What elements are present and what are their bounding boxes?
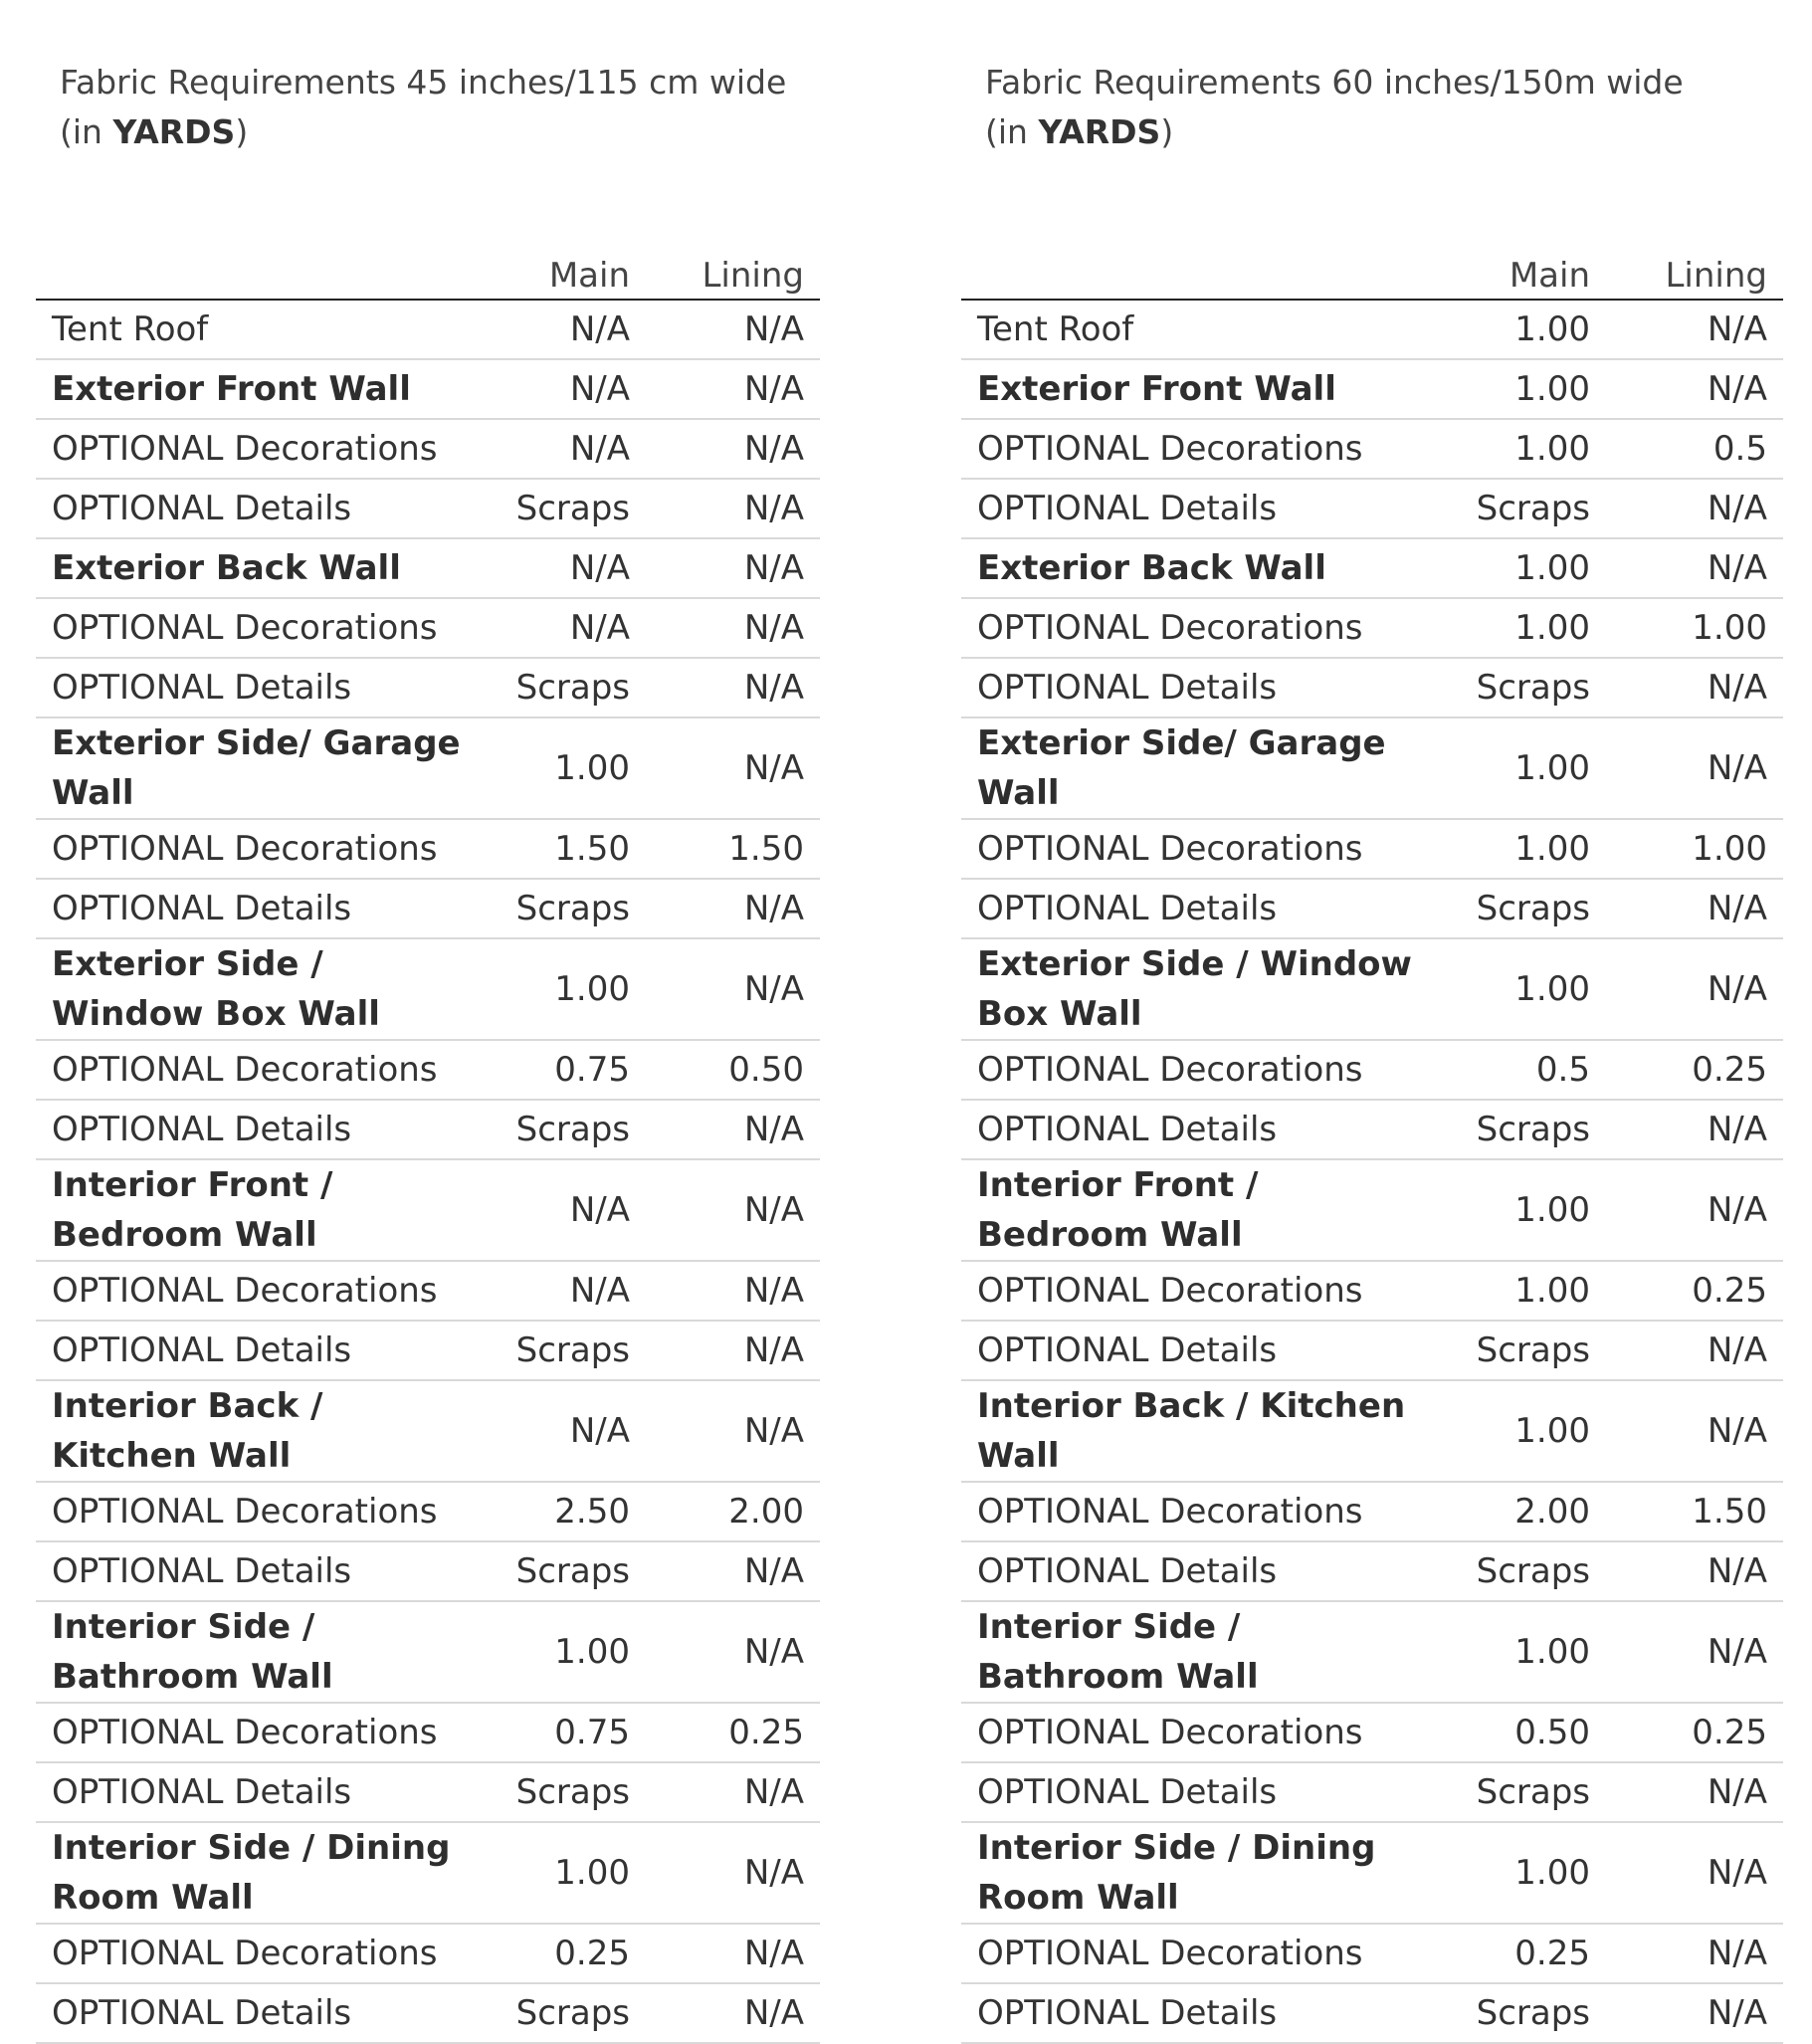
header-lining: Lining	[1606, 253, 1783, 300]
row-lining: N/A	[646, 879, 820, 938]
row-name: Exterior Front Wall	[961, 359, 1449, 419]
table-title	[60, 58, 820, 157]
row-main: 1.00	[1449, 1822, 1606, 1924]
row-main: Scraps	[1449, 879, 1606, 938]
title-suffix: )	[1160, 112, 1174, 151]
row-lining: N/A	[1606, 938, 1783, 1040]
row-name: OPTIONAL Details	[36, 1100, 489, 1159]
row-lining: N/A	[1606, 1762, 1783, 1822]
table-row	[36, 1924, 820, 1983]
row-main: 1.00	[1449, 1601, 1606, 1703]
table-row	[961, 538, 1783, 598]
row-lining: N/A	[646, 598, 820, 658]
row-name: OPTIONAL Decorations	[36, 1261, 489, 1321]
row-lining: 2.00	[646, 1482, 820, 1541]
table-row	[961, 1983, 1783, 2043]
table-row	[36, 479, 820, 538]
row-main: Scraps	[489, 658, 646, 717]
table-row	[36, 1541, 820, 1601]
row-lining: N/A	[1606, 1541, 1783, 1601]
table-row	[961, 479, 1783, 538]
row-main: 1.00	[1449, 598, 1606, 658]
row-lining: N/A	[1606, 1924, 1783, 1983]
row-main: 0.25	[489, 1924, 646, 1983]
row-main: N/A	[489, 359, 646, 419]
row-name: OPTIONAL Decorations	[36, 1482, 489, 1541]
row-main: Scraps	[1449, 1541, 1606, 1601]
row-main: 1.00	[1449, 938, 1606, 1040]
table-row	[36, 359, 820, 419]
row-main: 1.00	[1449, 359, 1606, 419]
row-name: OPTIONAL Details	[961, 1541, 1449, 1601]
row-main: 0.75	[489, 1703, 646, 1762]
row-main: Scraps	[489, 1541, 646, 1601]
row-main: Scraps	[489, 1321, 646, 1380]
title-suffix: )	[235, 112, 249, 151]
table-row	[36, 1983, 820, 2043]
row-lining: N/A	[1606, 359, 1783, 419]
row-lining: 1.00	[1606, 598, 1783, 658]
title-prefix: (in	[985, 112, 1039, 151]
table-row	[36, 1040, 820, 1100]
row-main: Scraps	[1449, 1100, 1606, 1159]
row-lining: N/A	[1606, 1100, 1783, 1159]
row-name: OPTIONAL Details	[36, 879, 489, 938]
row-main: 2.50	[489, 1482, 646, 1541]
row-main: 1.00	[1449, 819, 1606, 879]
row-lining: N/A	[646, 1159, 820, 1261]
table-row	[36, 1703, 820, 1762]
title-unit: YARDS	[1038, 112, 1161, 151]
row-main: 0.75	[489, 1040, 646, 1100]
row-name: Interior Side / Dining Room Wall	[961, 1822, 1449, 1924]
table-row	[961, 1159, 1783, 1261]
row-name: Exterior Side/ Garage Wall	[961, 717, 1449, 819]
row-lining: N/A	[1606, 300, 1783, 359]
row-name: Interior Back / Kitchen Wall	[36, 1380, 489, 1482]
row-lining: 0.25	[1606, 1261, 1783, 1321]
table-row	[36, 938, 820, 1040]
row-lining: N/A	[646, 1822, 820, 1924]
header-row	[961, 253, 1783, 300]
row-lining: N/A	[1606, 1159, 1783, 1261]
table-row	[961, 1482, 1783, 1541]
row-name: Exterior Back Wall	[36, 538, 489, 598]
table-row	[36, 1822, 820, 1924]
table-row	[36, 717, 820, 819]
row-name: Interior Back / Kitchen Wall	[961, 1380, 1449, 1482]
row-main: Scraps	[489, 1762, 646, 1822]
row-main: 1.00	[1449, 1261, 1606, 1321]
row-main: Scraps	[489, 479, 646, 538]
row-lining: N/A	[646, 938, 820, 1040]
row-lining: N/A	[646, 1321, 820, 1380]
row-name: OPTIONAL Decorations	[961, 419, 1449, 479]
title-line-1: Fabric Requirements 45 inches/115 cm wide	[60, 63, 787, 102]
row-lining: N/A	[646, 1601, 820, 1703]
table-row	[961, 819, 1783, 879]
row-lining: N/A	[1606, 1983, 1783, 2043]
table-row	[36, 1321, 820, 1380]
row-lining: N/A	[646, 1261, 820, 1321]
header-name	[36, 253, 489, 300]
row-lining: 0.25	[1606, 1040, 1783, 1100]
row-name: OPTIONAL Decorations	[36, 419, 489, 479]
row-lining: N/A	[646, 1983, 820, 2043]
table-row	[961, 1601, 1783, 1703]
row-lining: 1.50	[646, 819, 820, 879]
row-name: OPTIONAL Details	[961, 658, 1449, 717]
row-main: N/A	[489, 538, 646, 598]
row-name: OPTIONAL Details	[36, 658, 489, 717]
table-row	[36, 1762, 820, 1822]
header-row	[36, 253, 820, 300]
table-row	[961, 1321, 1783, 1380]
table-row	[961, 1261, 1783, 1321]
row-lining: N/A	[646, 1100, 820, 1159]
row-name: Exterior Back Wall	[961, 538, 1449, 598]
row-name: OPTIONAL Decorations	[961, 598, 1449, 658]
row-main: 1.00	[1449, 1159, 1606, 1261]
row-main: 1.00	[489, 1601, 646, 1703]
row-lining: 0.5	[1606, 419, 1783, 479]
row-main: N/A	[489, 300, 646, 359]
row-name: OPTIONAL Decorations	[36, 1924, 489, 1983]
row-main: 1.00	[1449, 300, 1606, 359]
title-prefix: (in	[60, 112, 113, 151]
row-main: N/A	[489, 1159, 646, 1261]
row-main: Scraps	[1449, 479, 1606, 538]
row-name: OPTIONAL Details	[961, 1100, 1449, 1159]
table-row	[961, 938, 1783, 1040]
row-lining: N/A	[646, 1380, 820, 1482]
fabric-table-45	[36, 253, 820, 2044]
row-main: 1.00	[1449, 717, 1606, 819]
row-name: Tent Roof	[36, 300, 489, 359]
row-name: Exterior Side / Window Box Wall	[961, 938, 1449, 1040]
row-lining: N/A	[1606, 717, 1783, 819]
table-row	[961, 717, 1783, 819]
row-main: Scraps	[1449, 1983, 1606, 2043]
row-name: Tent Roof	[961, 300, 1449, 359]
row-name: OPTIONAL Details	[961, 879, 1449, 938]
row-name: OPTIONAL Details	[36, 1321, 489, 1380]
table-row	[36, 538, 820, 598]
table-row	[36, 1100, 820, 1159]
table-row	[36, 819, 820, 879]
table-row	[961, 359, 1783, 419]
row-main: N/A	[489, 1380, 646, 1482]
row-main: 1.00	[489, 717, 646, 819]
table-row	[36, 879, 820, 938]
row-name: Interior Side / Bathroom Wall	[36, 1601, 489, 1703]
table-row	[961, 598, 1783, 658]
row-name: OPTIONAL Details	[36, 1541, 489, 1601]
row-name: OPTIONAL Decorations	[961, 1482, 1449, 1541]
row-lining: N/A	[1606, 1601, 1783, 1703]
row-lining: N/A	[1606, 1822, 1783, 1924]
row-name: OPTIONAL Details	[961, 479, 1449, 538]
table-row	[961, 1822, 1783, 1924]
row-lining: N/A	[646, 1762, 820, 1822]
row-lining: N/A	[1606, 1380, 1783, 1482]
table-row	[961, 658, 1783, 717]
row-main: Scraps	[1449, 1321, 1606, 1380]
row-name: OPTIONAL Decorations	[36, 598, 489, 658]
row-main: 1.00	[489, 938, 646, 1040]
row-main: Scraps	[1449, 658, 1606, 717]
row-lining: 1.50	[1606, 1482, 1783, 1541]
row-name: OPTIONAL Details	[961, 1321, 1449, 1380]
table-row	[36, 300, 820, 359]
row-main: Scraps	[1449, 1762, 1606, 1822]
row-name: OPTIONAL Details	[961, 1762, 1449, 1822]
row-main: 1.00	[1449, 538, 1606, 598]
row-main: 1.00	[1449, 419, 1606, 479]
table-row	[961, 1040, 1783, 1100]
table-row	[36, 1380, 820, 1482]
row-name: Exterior Side / Window Box Wall	[36, 938, 489, 1040]
table-row	[36, 1601, 820, 1703]
row-name: OPTIONAL Decorations	[36, 1040, 489, 1100]
row-name: OPTIONAL Details	[36, 1762, 489, 1822]
table-row	[36, 658, 820, 717]
row-lining: N/A	[646, 479, 820, 538]
title-unit: YARDS	[112, 112, 236, 151]
row-name: OPTIONAL Decorations	[36, 1703, 489, 1762]
row-main: Scraps	[489, 1983, 646, 2043]
row-lining: N/A	[646, 419, 820, 479]
title-line-1: Fabric Requirements 60 inches/150m wide	[985, 63, 1684, 102]
row-main: 2.00	[1449, 1482, 1606, 1541]
table-row	[961, 1703, 1783, 1762]
row-main: 0.25	[1449, 1924, 1606, 1983]
table-row	[961, 419, 1783, 479]
row-name: OPTIONAL Decorations	[961, 1703, 1449, 1762]
row-main: Scraps	[489, 1100, 646, 1159]
table-row	[36, 419, 820, 479]
table-row	[36, 1482, 820, 1541]
row-name: Interior Side / Bathroom Wall	[961, 1601, 1449, 1703]
row-name: OPTIONAL Details	[36, 479, 489, 538]
table-title	[985, 58, 1783, 157]
row-main: N/A	[489, 598, 646, 658]
row-lining: N/A	[646, 538, 820, 598]
row-main: 1.00	[1449, 1380, 1606, 1482]
table-row	[961, 1924, 1783, 1983]
row-lining: N/A	[646, 359, 820, 419]
row-name: Exterior Side/ Garage Wall	[36, 717, 489, 819]
table-row	[961, 1541, 1783, 1601]
row-lining: N/A	[1606, 538, 1783, 598]
table-row	[961, 879, 1783, 938]
row-lining: N/A	[646, 1541, 820, 1601]
row-lining: N/A	[646, 658, 820, 717]
row-lining: N/A	[646, 300, 820, 359]
row-name: OPTIONAL Decorations	[36, 819, 489, 879]
header-name	[961, 253, 1449, 300]
header-lining: Lining	[646, 253, 820, 300]
header-main: Main	[489, 253, 646, 300]
row-name: OPTIONAL Decorations	[961, 1924, 1449, 1983]
row-main: 1.00	[489, 1822, 646, 1924]
header-main: Main	[1449, 253, 1606, 300]
table-row	[36, 598, 820, 658]
row-main: 1.50	[489, 819, 646, 879]
row-main: 0.5	[1449, 1040, 1606, 1100]
table-row	[961, 300, 1783, 359]
row-lining: 1.00	[1606, 819, 1783, 879]
row-name: Interior Front / Bedroom Wall	[961, 1159, 1449, 1261]
row-name: OPTIONAL Decorations	[961, 819, 1449, 879]
row-name: Interior Side / Dining Room Wall	[36, 1822, 489, 1924]
table-row	[961, 1380, 1783, 1482]
fabric-table-45-panel	[36, 58, 820, 2044]
table-row	[36, 1159, 820, 1261]
row-main: N/A	[489, 1261, 646, 1321]
row-name: OPTIONAL Details	[961, 1983, 1449, 2043]
row-lining: N/A	[1606, 479, 1783, 538]
row-lining: N/A	[1606, 1321, 1783, 1380]
table-row	[961, 1762, 1783, 1822]
row-name: OPTIONAL Details	[36, 1983, 489, 2043]
row-lining: 0.25	[1606, 1703, 1783, 1762]
row-lining: 0.25	[646, 1703, 820, 1762]
row-lining: N/A	[1606, 879, 1783, 938]
row-name: Interior Front / Bedroom Wall	[36, 1159, 489, 1261]
row-lining: N/A	[1606, 658, 1783, 717]
row-lining: 0.50	[646, 1040, 820, 1100]
table-row	[36, 1261, 820, 1321]
row-main: N/A	[489, 419, 646, 479]
row-lining: N/A	[646, 1924, 820, 1983]
row-main: Scraps	[489, 879, 646, 938]
row-name: OPTIONAL Decorations	[961, 1040, 1449, 1100]
fabric-table-60-panel	[961, 58, 1783, 2044]
table-row	[961, 1100, 1783, 1159]
row-lining: N/A	[646, 717, 820, 819]
row-name: Exterior Front Wall	[36, 359, 489, 419]
row-main: 0.50	[1449, 1703, 1606, 1762]
fabric-table-60	[961, 253, 1783, 2044]
row-name: OPTIONAL Decorations	[961, 1261, 1449, 1321]
